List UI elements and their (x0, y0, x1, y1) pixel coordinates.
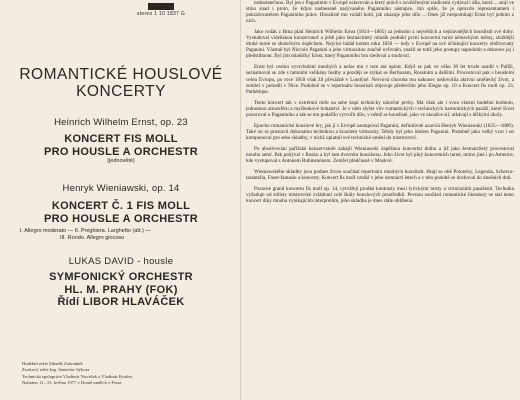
movement-line: III. Rondo. Allegro giocoso (60, 235, 125, 241)
movement-line: I. Allegro moderato — II. Preghiera. Larghetto (att.) — (20, 228, 151, 234)
notes-paragraph: Jako rodák z Brna platí Heinrich Wilhelm Ernst (1814—1865) za jednoho z největších a nejslavnějších houslistů své doby. Vystudoval vídeňskou konzervatoř a ještě jako šestnáctiletý mladík podnikl první koncertní turné německými městy, složitější druhé turné se skutečným úspěchem. Nejvíce bádal kolem roku 1830 — tedy v Evropě na své účinkující koncerty obdivovaný Paganini. Vlastně byl Niccolo Paganini a jeho virtuozitou značně ovlivněn, snažil se totiž jeho postupy napodobit a dokonce jej i předstihnout. Byl jím mladičký Ernst, který Paganiniho hru sledoval a studoval. (246, 29, 514, 60)
credit-line: Technická spolupráce Vladimír Nováček a Vladimír Krafter (22, 373, 133, 379)
composer-ernst: Heinrich Wilhelm Ernst, op. 23 (54, 117, 188, 128)
movement-list (16, 228, 226, 242)
soloist: LUKAS DAVID - housle (68, 256, 174, 267)
notes-paragraph: Tento koncert tak v extrémní míře na sebe kupí technicky náročné prvky. Má však ale i svou vlastní hudební hodnotu, jednotnou atmosféru a myšlenkové bohatství. Je v něm slyšet vliv romantických i technických harmonických pasáží, které Ernst pozoroval u Paganiniho a tak se mu podařilo vytvořit dílo, v němž se houslisté, jako ve zkoušce sil, utkávají s těžkými úkoly. (246, 99, 514, 118)
left-column (0, 0, 238, 400)
orchestra: SYMFONICKÝ ORCHESTR (49, 271, 193, 283)
work-title: PRO HOUSLE A ORCHESTR (44, 145, 198, 158)
work-note: (jednověté) (107, 158, 135, 164)
album-title (16, 66, 226, 100)
notes-paragraph: Wieniawského skladby jsou podnes živou součástí repertoáru mnohých houslistů. Hrají se obě Polonézy, Legenda, Scherzo-tarantella, Faust-fantasie a koncerty. Koncert fis moll vznikl v jeho osmnácti letech a v této podobě se dochoval do dnešních dnů. (246, 169, 514, 182)
composer-wieniawski: Henryk Wieniawski, op. 14 (62, 183, 180, 194)
notes-paragraph: Ernst byl cestou vyvrcholení mnohých a nelze mu v tom ani upírat. Když se pak ve věku 30 let trvale usadil v Paříži, seznamoval se zde s tamními velikány hudby a později se stýkal se Berliozem, Rossinim a dalšími. Procestoval pak s houslemi celou Evropu, po roce 1850 však žil převážně v Londýně. Nervová choroba mu nakonec nedovolila aktivní umělecký život, a zemřel v pohodlí v Nice. Podobně se v repertoáru houslistů objevuje především jeho Elegie op. 10 a Koncert fis moll op. 23, Pathétique. (246, 64, 514, 95)
work-title: KONCERT FIS MOLL (64, 133, 178, 145)
performers-section (16, 256, 226, 309)
notes-paragraph: Pozorné grand koncertu fis moll op. 14, vytvářejí prudké kontrasty mezi lyrickými místy a virtuózními pasážemi. Technika vyžaduje od sólisty mistrovské zvládnutí celé škály houslových prostředků. Pevnou součástí romantické literatury se stal tento koncert díky mnoha vynikajícím interpretům, jeho skladba je dnes stále oblíbená. (246, 186, 514, 205)
album-title-line: ROMANTICKÉ HOUSLOVÉ (19, 66, 223, 83)
production-credits (22, 361, 202, 386)
wieniawski-section (16, 183, 226, 242)
work-title: PRO HOUSLE A ORCHESTR (44, 212, 198, 225)
catalog-number: stereo 1 10 1837 G (136, 11, 186, 17)
notes-paragraph: nedostatečnou. Byl jen s Paganinim v Evropě oslavován a který právě s osvědčenými tradicemi vydával i díla, která ... stojí ve stínu snad i proto, že kdysi nadneseně nazývaného Paganiniho nástupce, tím spíše, že je opravdu reprezentantem i pokračovatelem Paganiniho práce. Houslisté mu vzdali hold, jak ukazuje jeho dílo ... Dnes již neopomínají Ernst byl jedním z nich. (246, 0, 514, 25)
liner-notes (246, 0, 514, 400)
credit-line: Nahráno 11.–13. května 1977 v Domě umělců v Praze (22, 379, 122, 385)
album-title-line: KONCERTY (76, 83, 166, 100)
ernst-section (16, 117, 226, 164)
catalog-block (96, 0, 226, 22)
work-title: KONCERT Č. 1 FIS MOLL (51, 200, 191, 212)
credit-line: Zvukový režie Ing. Stanislav Sýkora (22, 367, 90, 373)
credit-line: Hudební režie Zdeněk Zahradník (22, 361, 83, 366)
orchestra: HL. M. PRAHY (FOK) (64, 283, 178, 296)
label-logo (148, 3, 174, 10)
column-divider (240, 0, 241, 400)
notes-paragraph: Epochu romantické houslové hry, jak ji v Evropě zastupoval Paganini, definitivně uzavírá Henryk Wieniawski (1835—1880). Také on se proslavil dokonalou technikou a kouzlem virtuozity. Tehdy byl jeho idolem Paganini. Podobně jako velký vzor i on komponoval pro sebe skladby, v nichž uplatnil své technické umění do mistrovství. (246, 122, 514, 141)
notes-paragraph: Po absolvování pařížské konzervatoře zahájil Wieniawski úspěšnou koncertní dráhu a již jako šestnáctiletý procestoval mnoho zemí. Pak pobýval v Rusku a byl tam dvorním houslistou. Jeho život byl plný koncertních turné, mimo jiné i po Americe, kde vystupoval s Antonem Rubinsteinem. Zemřel předčasně v Moskvě. (246, 145, 514, 165)
conductor: Řídí LIBOR HLAVÁČEK (57, 296, 185, 308)
